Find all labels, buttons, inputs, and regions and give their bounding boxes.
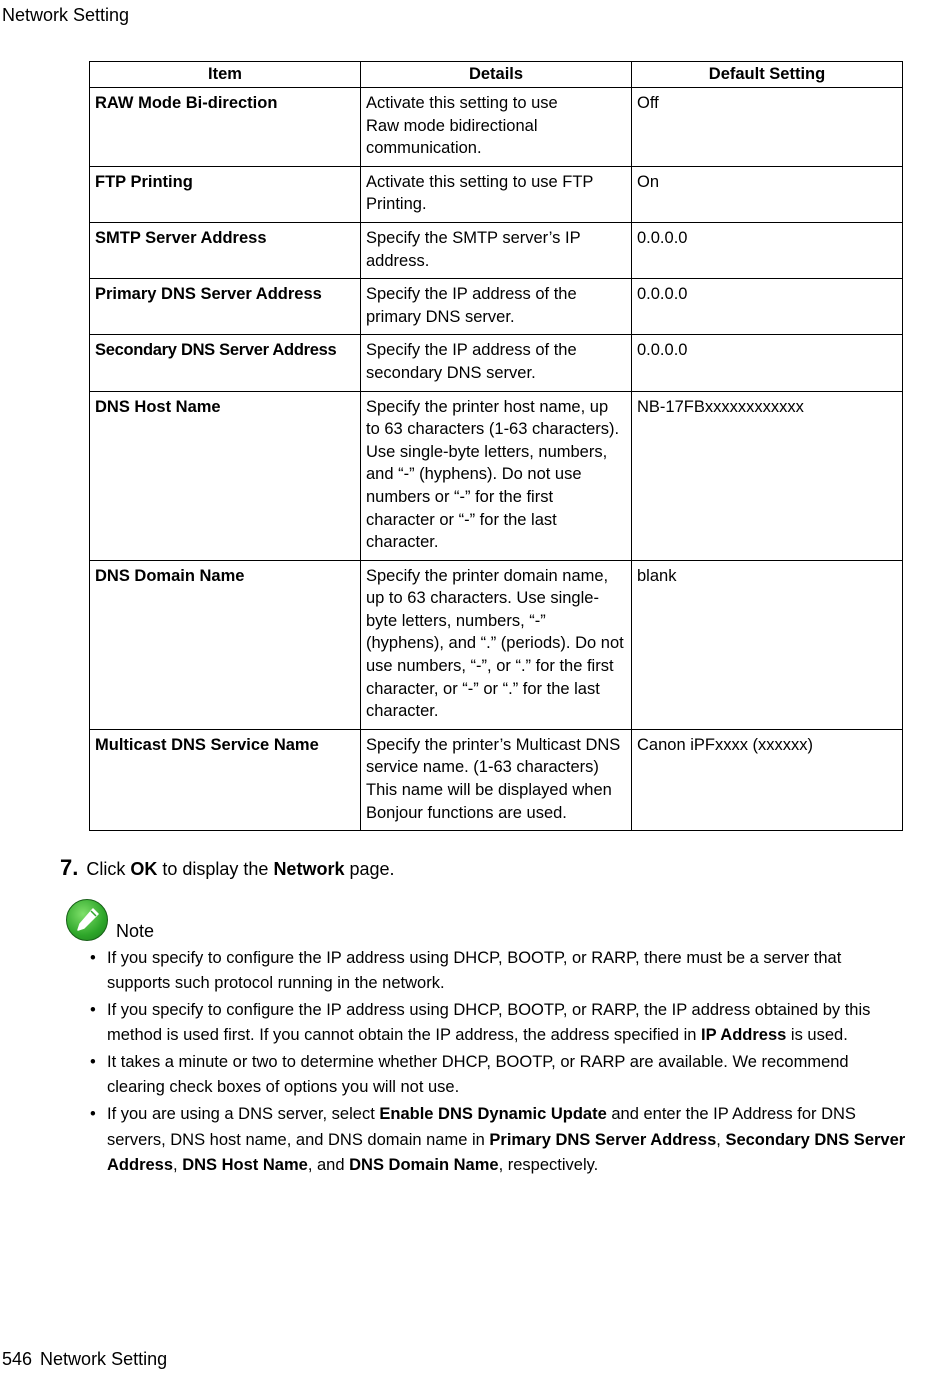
default-cell: NB-17FBxxxxxxxxxxxx <box>632 391 903 560</box>
note-label: Note <box>116 921 155 941</box>
column-header-item: Item <box>90 62 361 88</box>
column-header-default-setting: Default Setting <box>632 62 903 88</box>
note-bold-term: Primary DNS Server Address <box>489 1130 717 1149</box>
item-cell: Primary DNS Server Address <box>90 279 361 335</box>
table-row <box>90 222 903 278</box>
note-bold-term: Secondary DNS Server Address <box>107 1130 906 1174</box>
details-cell: Activate this setting to use FTP Printing. <box>361 166 632 222</box>
table-row <box>90 279 903 335</box>
step-instruction <box>60 855 395 882</box>
note-text: , respectively. <box>498 1155 599 1174</box>
settings-table <box>89 61 903 831</box>
note-list <box>88 946 908 1180</box>
item-cell: SMTP Server Address <box>90 222 361 278</box>
details-cell: Specify the IP address of the secondary DNS server. <box>361 335 632 391</box>
step-text: to display the <box>157 859 274 879</box>
default-cell: blank <box>632 560 903 729</box>
table-row <box>90 335 903 391</box>
note-text: is used. <box>786 1026 848 1045</box>
note-bold-term: IP Address <box>701 1026 787 1045</box>
network-page-reference: Network <box>273 859 345 879</box>
details-cell: Specify the SMTP server’s IP address. <box>361 222 632 278</box>
table-header-row <box>90 62 903 88</box>
note-text: , <box>716 1130 726 1149</box>
list-item <box>88 946 908 997</box>
details-text-extra: This name will be displayed when Bonjour functions are used. <box>366 781 612 822</box>
note-bold-term: DNS Host Name <box>182 1155 308 1174</box>
note-pencil-icon <box>66 899 108 941</box>
details-cell: Specify the IP address of the primary DNS server. <box>361 279 632 335</box>
note-text: It takes a minute or two to determine whether DHCP, BOOTP, or RARP are available. We recommend clearing check boxes of options you will not use. <box>107 1053 849 1097</box>
default-cell: 0.0.0.0 <box>632 222 903 278</box>
table-row <box>90 166 903 222</box>
note-bold-term: DNS Domain Name <box>349 1155 499 1174</box>
footer-title: Network Setting <box>40 1349 168 1369</box>
details-cell <box>361 729 632 830</box>
table-row <box>90 88 903 167</box>
details-cell: Activate this setting to use Raw mode bidirectional communication. <box>361 88 632 167</box>
item-cell: DNS Domain Name <box>90 560 361 729</box>
note-heading <box>66 895 154 941</box>
note-text: If you are using a DNS server, select <box>107 1105 380 1124</box>
note-text: , and <box>307 1155 350 1174</box>
table-row <box>90 391 903 560</box>
page-number: 546 <box>2 1349 33 1369</box>
default-cell: 0.0.0.0 <box>632 279 903 335</box>
default-cell: On <box>632 166 903 222</box>
note-text: , <box>173 1155 183 1174</box>
default-cell: Off <box>632 88 903 167</box>
item-cell: FTP Printing <box>90 166 361 222</box>
item-cell: DNS Host Name <box>90 391 361 560</box>
step-text: page. <box>344 859 395 879</box>
note-bold-term: Enable DNS Dynamic Update <box>379 1105 607 1124</box>
details-cell: Specify the printer domain name, up to 63 characters. Use single-byte letters, numbers, “-” (hyphens), and “.” (periods). Do not use numbers, “-”, or “.” for the first character, or “-” or “.” for the last character. <box>361 560 632 729</box>
table-row <box>90 560 903 729</box>
page-footer <box>2 1348 167 1370</box>
list-item <box>88 998 908 1049</box>
ok-button-reference: OK <box>130 859 158 879</box>
note-text: If you specify to configure the IP address using DHCP, BOOTP, or RARP, the IP address obtained by this method is used first. If you cannot obtain the IP address, the address specified in <box>107 1001 871 1045</box>
details-text: Specify the printer’s Multicast DNS service name. (1-63 characters) <box>366 735 621 777</box>
table-row <box>90 729 903 830</box>
column-header-details: Details <box>361 62 632 88</box>
default-cell: Canon iPFxxxx (xxxxxx) <box>632 729 903 830</box>
item-cell: RAW Mode Bi-direction <box>90 88 361 167</box>
note-text: and enter the IP Address for DNS servers, DNS host name, and DNS domain name in <box>107 1105 856 1149</box>
details-cell: Specify the printer host name, up to 63 characters (1-63 characters). Use single-byte letters, numbers, and “-” (hyphens). Do not use numbers or “-” for the first character or “-” for the last character. <box>361 391 632 560</box>
list-item <box>88 1050 908 1101</box>
step-text: Click <box>86 859 131 879</box>
note-text: If you specify to configure the IP address using DHCP, BOOTP, or RARP, there must be a server that supports such protocol running in the network. <box>107 949 842 993</box>
default-cell: 0.0.0.0 <box>632 335 903 391</box>
page-header: Network Setting <box>2 5 130 25</box>
list-item <box>88 1102 908 1178</box>
item-cell: Multicast DNS Service Name <box>90 729 361 830</box>
step-number: 7. <box>60 855 79 880</box>
item-cell: Secondary DNS Server Address <box>90 335 361 391</box>
